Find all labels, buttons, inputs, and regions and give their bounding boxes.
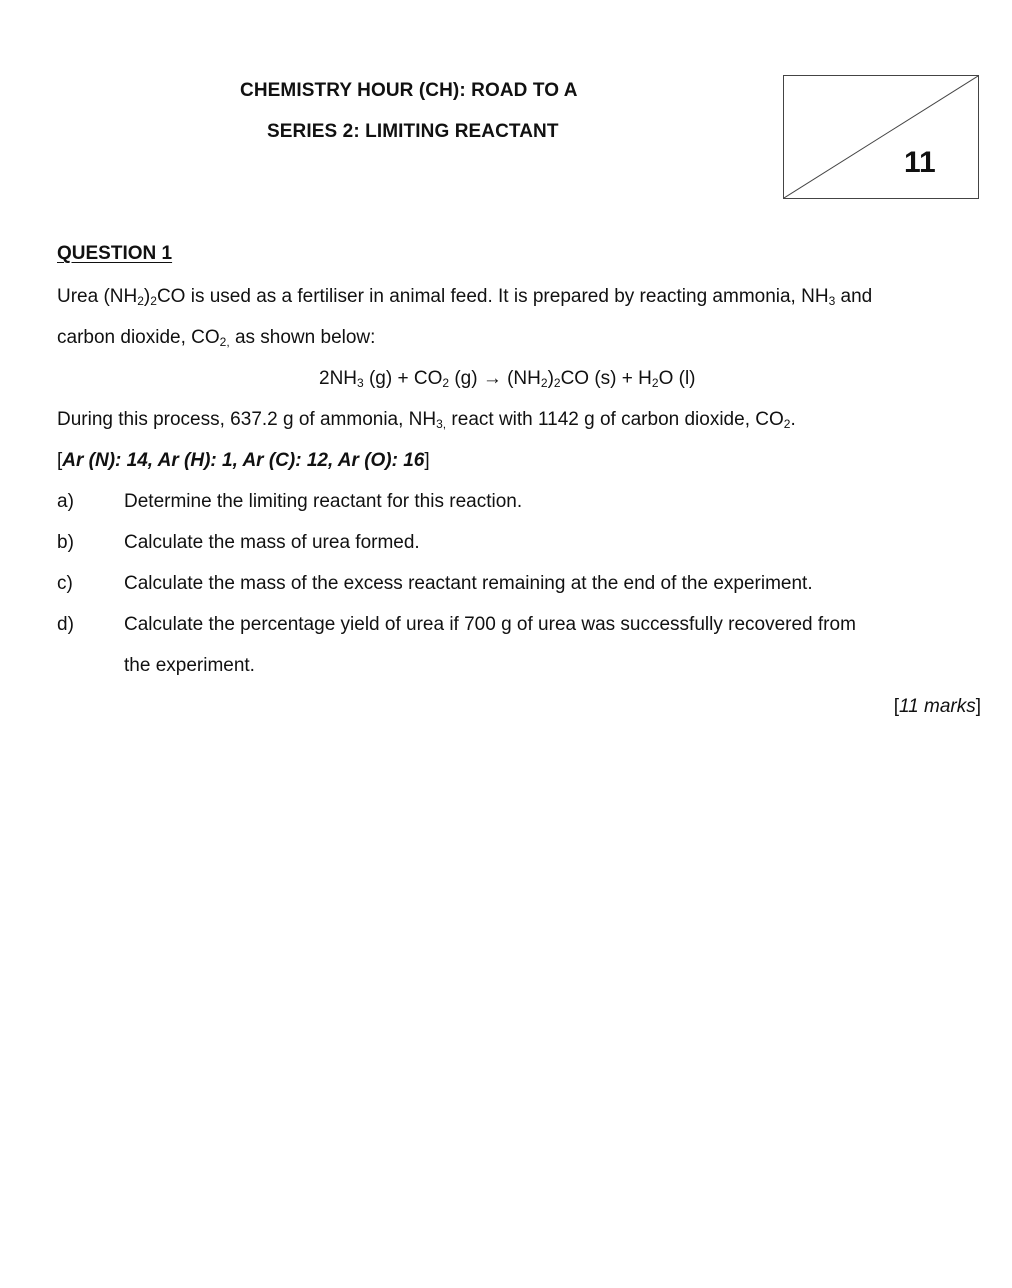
part-b-letter: b) xyxy=(57,532,74,553)
chemical-equation: $2NH_3$ $(g) + CO_2$ $(g) \to (NH_2)_2CO$ $(s) + H_2O$ (l) xyxy=(319,368,696,390)
score-box-diagonal xyxy=(784,76,978,198)
part-b-text: Calculate the mass of urea formed. xyxy=(124,532,420,553)
marks-total: [11 marks] xyxy=(893,696,981,717)
part-d-text-continued: the experiment. xyxy=(124,655,255,676)
score-box xyxy=(783,75,979,199)
part-c-letter: c) xyxy=(57,573,73,594)
question-heading: QUESTION 1 xyxy=(57,243,173,264)
intro-line-1: Urea $(NH_2)_2CO$ is used as a fertiliser in animal feed. It is prepared by reacting ammonia, $NH_3$ and xyxy=(57,286,873,308)
page-title-line1: CHEMISTRY HOUR (CH): ROAD TO A xyxy=(240,80,578,101)
page-title-line2: SERIES 2: LIMITING REACTANT xyxy=(267,121,559,142)
part-a-text: Determine the limiting reactant for this reaction. xyxy=(124,491,523,512)
atomic-masses: [Ar (N): 14, Ar (H): 1, Ar (C): 12, Ar (O): 16] xyxy=(57,450,430,471)
part-d-letter: d) xyxy=(57,614,74,635)
part-c-text: Calculate the mass of the excess reactant remaining at the end of the experiment. xyxy=(124,573,813,594)
process-line: During this process, 637.2 g of ammonia, $NH_{3,}$ react with 1142 g of carbon dioxide, $CO_2$. xyxy=(57,409,796,431)
total-score: 11 xyxy=(904,146,936,179)
part-a-letter: a) xyxy=(57,491,74,512)
intro-line-2: carbon dioxide, $CO_{2,}$ as shown below: xyxy=(57,327,376,349)
part-d-text: Calculate the percentage yield of urea if 700 g of urea was successfully recovered from xyxy=(124,614,856,635)
